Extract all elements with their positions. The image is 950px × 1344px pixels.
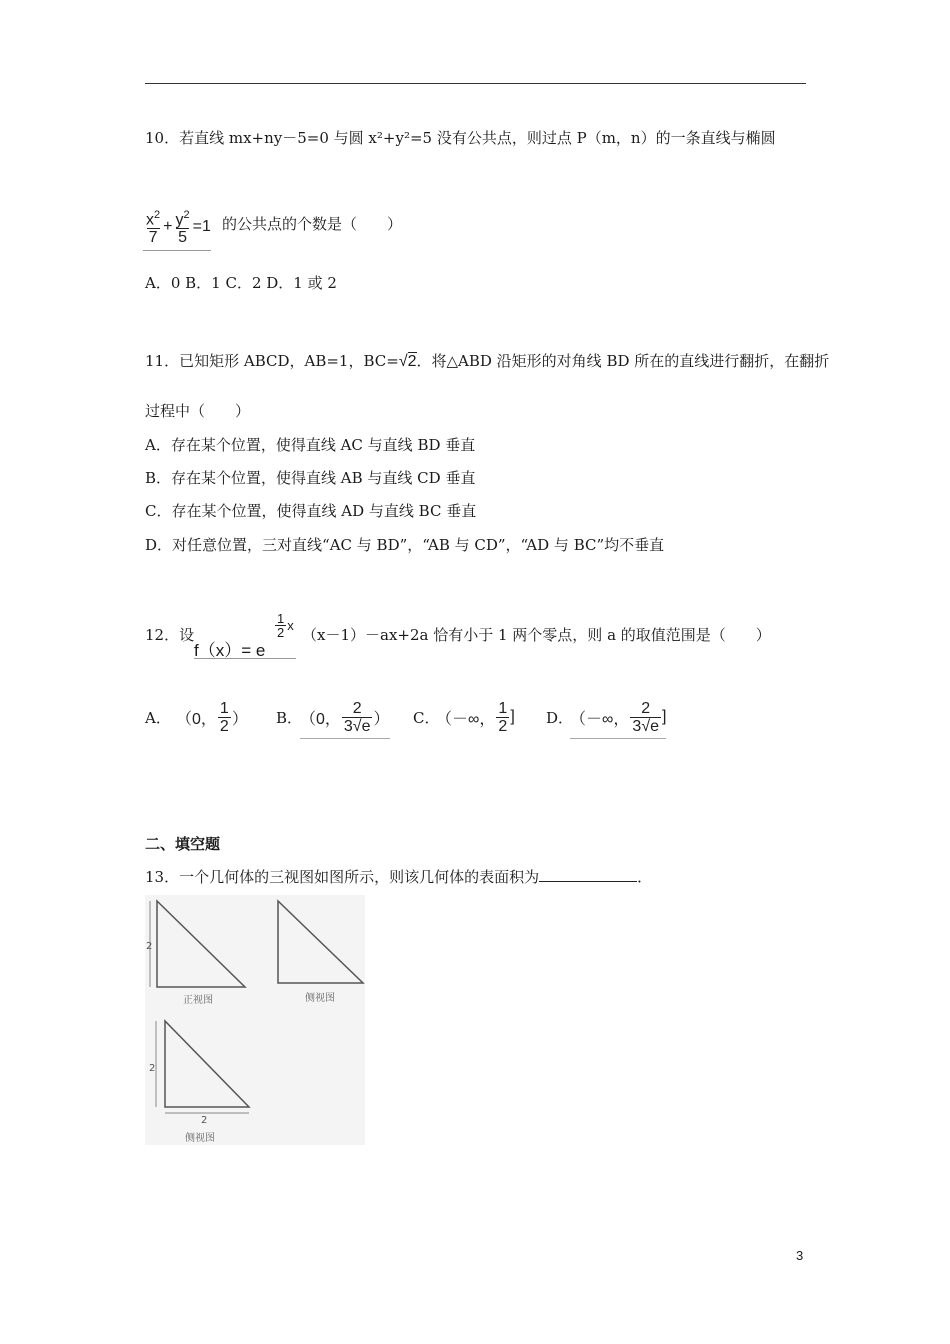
- ellipse-x: x: [146, 211, 154, 229]
- sqrt-2: √2: [398, 353, 417, 370]
- d-num: 2: [641, 699, 651, 717]
- three-view-figure: [145, 895, 365, 1145]
- q11-line1: [145, 351, 829, 372]
- front-view: [146, 901, 245, 1006]
- d-den: 3√e: [632, 717, 659, 735]
- b-den: 3√e: [343, 717, 371, 735]
- q12-prefix: 12．设: [145, 626, 195, 644]
- top-view-label: 侧视图: [185, 1133, 215, 1144]
- a-den: 2: [219, 717, 229, 735]
- exp-den: 2: [277, 625, 285, 640]
- q11-option-b: B．存在某个位置，使得直线 AB 与直线 CD 垂直: [145, 469, 476, 487]
- side-view: [278, 901, 363, 1004]
- f-label: f（x）= e: [194, 641, 266, 660]
- q12-a-interval: [176, 696, 248, 738]
- side-triangle: [278, 901, 363, 983]
- side-view-label: 侧视图: [305, 993, 335, 1004]
- top-triangle: [165, 1021, 249, 1107]
- section-title: 二、填空题: [145, 835, 221, 853]
- q11-line2: 过程中（ ）: [145, 402, 251, 420]
- ellipse-x-exp: 2: [154, 208, 161, 221]
- q12-c-label: C．: [413, 709, 440, 727]
- header-rule: [145, 83, 806, 84]
- q11-option-c: C．存在某个位置，使得直线 AD 与直线 BC 垂直: [145, 502, 477, 520]
- q12-b-label: B．: [276, 709, 303, 727]
- d-left: （－∞，: [570, 710, 630, 728]
- q13-end: ．: [637, 868, 653, 886]
- b-right: ）: [373, 710, 390, 728]
- q13-text: 13．一个几何体的三视图如图所示，则该几何体的表面积为: [145, 868, 540, 886]
- a-left: （0，: [176, 710, 217, 728]
- q12-d-label: D．: [546, 709, 574, 727]
- exp-frac: [274, 612, 294, 639]
- q10-line2-tail: 的公共点的个数是（ ）: [222, 215, 403, 233]
- q12-function-formula: [194, 608, 296, 659]
- q12-d-interval: [570, 696, 666, 739]
- exp-x: x: [287, 618, 294, 633]
- top-view: [149, 1021, 249, 1144]
- a-right: ）: [231, 710, 248, 728]
- ellipse-eq: =1: [192, 217, 211, 235]
- page-number: 3: [796, 1248, 804, 1263]
- q10-ellipse-formula: $\frac{x^2}{7}$ + $\frac{y^2}{5}$ =1: [143, 203, 211, 251]
- q10-line1: 10．若直线 mx+ny－5=0 与圆 x²+y²=5 没有公共点，则过点 P（m，n）的一条直线与椭圆: [145, 129, 776, 147]
- d-right: ]: [662, 708, 667, 725]
- q10-options: A．0 B．1 C．2 D．1 或 2: [145, 274, 337, 292]
- top-dim-label-w: 2: [201, 1115, 208, 1126]
- ellipse-den-7: 7: [148, 229, 158, 247]
- c-right: ]: [510, 708, 515, 725]
- q12-b-interval: [300, 696, 390, 739]
- q12-suffix: （x－1）－ax+2a 恰有小于 1 两个零点，则 a 的取值范围是（ ）: [302, 626, 771, 644]
- q12-a-label: A．: [145, 709, 171, 727]
- b-num: 2: [352, 699, 362, 717]
- front-dim-label: 2: [146, 941, 153, 952]
- q13-line: [145, 867, 652, 887]
- q11-line1-a: 11．已知矩形 ABCD，AB=1，BC=: [145, 352, 399, 370]
- ellipse-den-5: 5: [178, 229, 187, 247]
- ellipse-y-exp: 2: [183, 208, 190, 221]
- a-num: 1: [219, 699, 229, 717]
- q12-c-interval: [436, 696, 515, 738]
- c-num: 1: [498, 699, 508, 717]
- q11-option-a: A．存在某个位置，使得直线 AC 与直线 BD 垂直: [145, 436, 476, 454]
- exp-num: 1: [277, 611, 285, 626]
- q11-option-d: D．对任意位置，三对直线“AC 与 BD”，“AB 与 CD”，“AD 与 BC”均不垂直: [145, 536, 665, 554]
- answer-blank[interactable]: [539, 867, 637, 882]
- front-triangle: [157, 901, 245, 987]
- ellipse-y: y: [175, 211, 184, 229]
- three-view-svg: [145, 895, 365, 1145]
- top-dim-label-h: 2: [149, 1063, 156, 1074]
- c-left: （－∞，: [436, 710, 496, 728]
- q11-line1-b: ．将△ABD 沿矩形的对角线 BD 所在的直线进行翻折，在翻折: [416, 352, 830, 370]
- b-left: （0，: [300, 710, 341, 728]
- front-view-label: 正视图: [183, 995, 213, 1006]
- c-den: 2: [498, 717, 508, 735]
